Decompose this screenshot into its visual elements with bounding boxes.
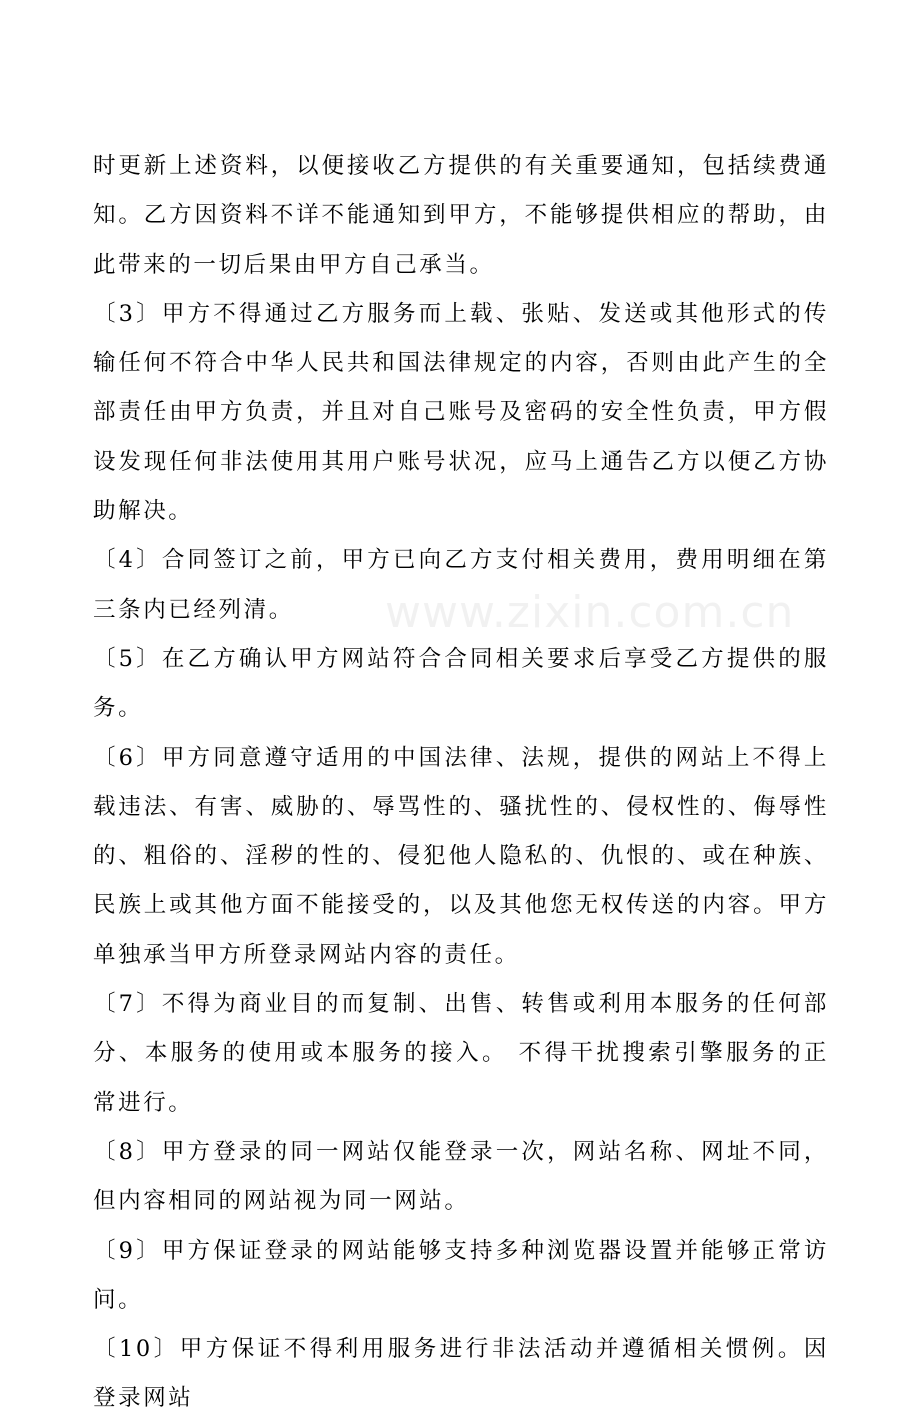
paragraph-clause-7: 〔7〕不得为商业目的而复制、出售、转售或利用本服务的任何部分、本服务的使用或本服务的接入。 不得干扰搜索引擎服务的正常进行。 — [93, 991, 829, 1116]
document-body — [93, 142, 829, 1424]
paragraph-continuation: 时更新上述资料，以便接收乙方提供的有关重要通知，包括续费通知。乙方因资料不详不能通知到甲方，不能够提供相应的帮助，由此带来的一切后果由甲方自己承当。 — [93, 153, 829, 278]
paragraph-clause-6: 〔6〕甲方同意遵守适用的中国法律、法规，提供的网站上不得上载违法、有害、威胁的、辱骂性的、骚扰性的、侵权性的、侮辱性的、粗俗的、淫秽的性的、侵犯他人隐私的、仇恨的、或在种族、民族上或其他方面不能接受的，以及其他您无权传送的内容。甲方单独承当甲方所登录网站内容的责任。 — [93, 744, 829, 968]
paragraph-clause-8: 〔8〕甲方登录的同一网站仅能登录一次，网站名称、网址不同，但内容相同的网站视为同一网站。 — [93, 1138, 829, 1215]
paragraph-clause-4: 〔4〕合同签订之前，甲方已向乙方支付相关费用，费用明细在第三条内已经列清。 — [93, 547, 829, 623]
paragraph-clause-3: 〔3〕甲方不得通过乙方服务而上载、张贴、发送或其他形式的传输任何不符合中华人民共和国法律规定的内容，否则由此产生的全部责任由甲方负责，并且对自己账号及密码的安全性负责，甲方假设发现任何非法使用其用户账号状况，应马上通告乙方以便乙方协助解决。 — [93, 300, 829, 525]
paragraph-clause-9: 〔9〕甲方保证登录的网站能够支持多种浏览器设置并能够正常访问。 — [93, 1237, 829, 1313]
paragraph-clause-10: 〔10〕甲方保证不得利用服务进行非法活动并遵循相关惯例。因登录网站 — [93, 1336, 829, 1412]
watermark: www.zixin.com.cn — [385, 587, 795, 638]
paragraph-clause-5: 〔5〕在乙方确认甲方网站符合合同相关要求后享受乙方提供的服务。 — [93, 645, 829, 722]
